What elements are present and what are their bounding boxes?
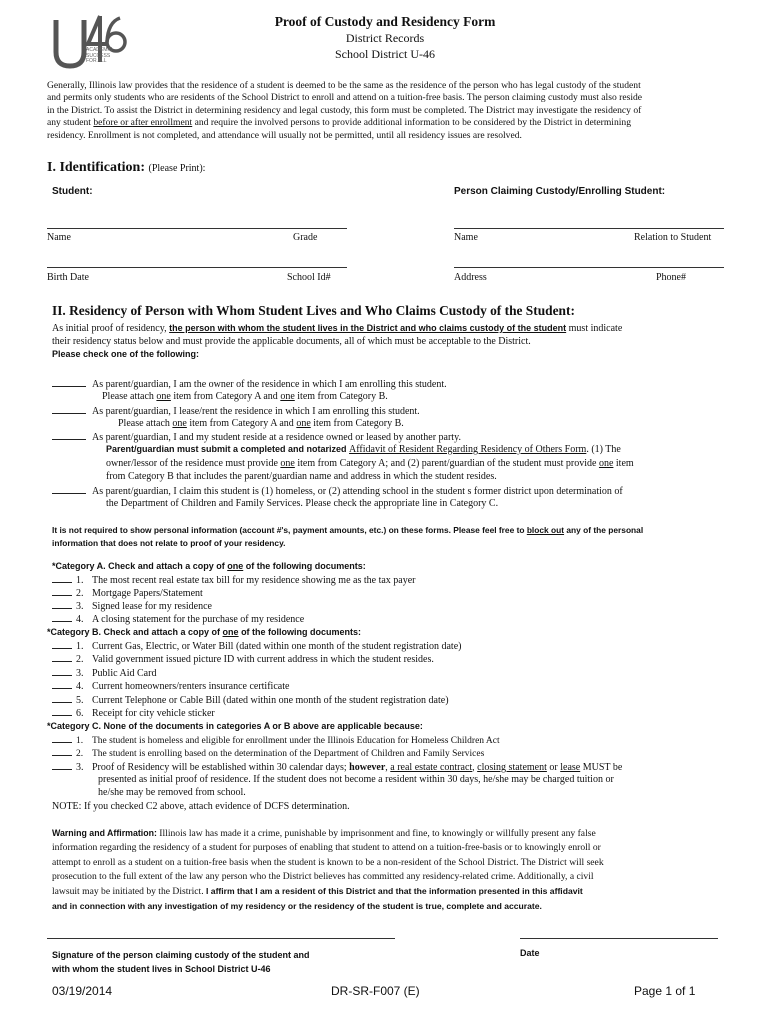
student-label: Student: bbox=[52, 186, 93, 197]
category-a-checkbox[interactable] bbox=[52, 599, 72, 609]
option-other-party-note3: from Category B that includes the parent/guardian name and address in which the student resides. bbox=[106, 471, 497, 482]
category-b-item: 1. Current Gas, Electric, or Water Bill (dated within one month of the student registration date) bbox=[52, 639, 461, 653]
form-header bbox=[200, 14, 570, 62]
category-b-checkbox[interactable] bbox=[52, 679, 72, 689]
category-a-checkbox[interactable] bbox=[52, 612, 72, 622]
section-residency-heading: II. Residency of Person with Whom Student Lives and Who Claims Custody of the Student: bbox=[52, 303, 575, 318]
date-field[interactable] bbox=[520, 938, 718, 939]
custodian-name-label: Name bbox=[454, 232, 478, 243]
category-c-checkbox[interactable] bbox=[52, 746, 72, 756]
category-a-item: 4. A closing statement for the purchase of my residence bbox=[52, 612, 304, 626]
category-c-item: 3. Proof of Residency will be established within 30 calendar days; however, a real estate contract, closing statement or lease MUST be bbox=[52, 760, 622, 774]
privacy-note: It is not required to show personal information (account #'s, payment amounts, etc.) on these forms. Please feel free to block out any of the personal information that does not relate to proof of your residency. bbox=[52, 525, 644, 548]
option-other-party-note1: Parent/guardian must submit a completed and notarized Affidavit of Resident Regarding Residency of Others Form. (1) The bbox=[106, 444, 621, 455]
grade-label: Grade bbox=[293, 232, 318, 243]
signature-field[interactable] bbox=[47, 938, 395, 939]
category-b-checkbox[interactable] bbox=[52, 652, 72, 662]
option-lease-checkbox[interactable] bbox=[52, 404, 86, 414]
intro-paragraph: Generally, Illinois law provides that the residence of a student is deemed to be the same as the residence of the person who has legal custody of the student and permits only students who are residents of the School District to enroll and attend on a tuition-free basis. The person claiming custody must also reside in the District. To assist the District in determining residency and legal custody, this form must be completed. The District may investigate the residency of any student before or after enrollment and require the involved persons to provide additional information to be considered by the District in determining residency. Enrollment is not completed, and attendance will usually not be permitted, until all residency issues are resolved. bbox=[47, 80, 643, 141]
option-owner: As parent/guardian, I am the owner of the residence in which I am enrolling this student. bbox=[52, 377, 447, 391]
residency-instructions: As initial proof of residency, the person with whom the student lives in the District and who claims custody of the student must indicate their residency status below and must provide the applicable documents, all of which must be acceptable to the District. Please check one of the following: bbox=[52, 323, 623, 360]
category-b-checkbox[interactable] bbox=[52, 693, 72, 703]
category-c-checkbox[interactable] bbox=[52, 760, 72, 770]
category-c-item: 2. The student is enrolling based on the determination of the Department of Children and Family Services bbox=[52, 746, 484, 761]
footer-form-code: DR-SR-F007 (E) bbox=[331, 984, 420, 998]
logo-tagline: ACADEMIC SUCCESS FOR ALL bbox=[86, 47, 113, 64]
custody-label: Person Claiming Custody/Enrolling Student: bbox=[454, 186, 666, 197]
warning-affirmation: Warning and Affirmation: Illinois law has made it a crime, punishable by imprisonment and fine, to knowingly or willfully present any false information regarding the residency of a student for purposes of enabling that student to attend on a tuition-free-basis or to knowingly enroll or attempt to enroll as a student on a tuition-free basis when the student is known to be a non-resident of the School District. The District will seek prosecution to the full extent of the law any person who the District believes has committed any residency-related crime. Additionally, a civil lawsuit may be initiated by the District. I affirm that I am a resident of this District and that the information presented in this affidavit and in connection with any investigation of my residency or the residency of the student is true, complete and accurate. bbox=[52, 828, 604, 912]
custodian-name-relation-field[interactable] bbox=[454, 228, 724, 229]
option-homeless-note: the Department of Children and Family Services. Please check the appropriate line in Category C. bbox=[106, 498, 499, 509]
district-logo bbox=[50, 12, 130, 72]
category-b-item: 4. Current homeowners/renters insurance certificate bbox=[52, 679, 289, 693]
relation-label: Relation to Student bbox=[634, 232, 712, 243]
section-identification-heading: I. Identification: (Please Print): bbox=[47, 160, 206, 175]
category-c-heading: *Category C. None of the documents in categories A or B above are applicable because: bbox=[47, 721, 423, 731]
address-label: Address bbox=[454, 272, 487, 283]
option-other-party-checkbox[interactable] bbox=[52, 430, 86, 440]
category-c-item-3-cont2: he/she may be removed from school. bbox=[98, 787, 246, 798]
category-c-item: 1. The student is homeless and eligible for enrollment under the Illinois Education for Homeless Children Act bbox=[52, 733, 500, 748]
option-owner-checkbox[interactable] bbox=[52, 377, 86, 387]
birth-date-school-id-field[interactable] bbox=[47, 267, 347, 268]
category-a-item: 3. Signed lease for my residence bbox=[52, 599, 212, 613]
option-owner-note: Please attach one item from Category A and one item from Category B. bbox=[102, 391, 388, 402]
option-homeless-checkbox[interactable] bbox=[52, 484, 86, 494]
birth-date-label: Birth Date bbox=[47, 272, 89, 283]
category-b-item: 6. Receipt for city vehicle sticker bbox=[52, 706, 215, 720]
student-name-grade-field[interactable] bbox=[47, 228, 347, 229]
category-a-item: 2. Mortgage Papers/Statement bbox=[52, 586, 203, 600]
category-b-item: 5. Current Telephone or Cable Bill (dated within one month of the student registration date) bbox=[52, 693, 449, 707]
dcfs-note: NOTE: If you checked C2 above, attach evidence of DCFS determination. bbox=[52, 801, 350, 812]
category-a-heading: *Category A. Check and attach a copy of one of the following documents: bbox=[52, 561, 366, 571]
category-b-checkbox[interactable] bbox=[52, 666, 72, 676]
category-b-item: 3. Public Aid Card bbox=[52, 666, 156, 680]
category-a-checkbox[interactable] bbox=[52, 573, 72, 583]
category-a-checkbox[interactable] bbox=[52, 586, 72, 596]
signature-label: Signature of the person claiming custody of the student and with whom the student lives in School District U-46 bbox=[52, 950, 310, 974]
phone-label: Phone# bbox=[656, 272, 686, 283]
form-subtitle-district: School District U-46 bbox=[335, 47, 435, 61]
option-homeless: As parent/guardian, I claim this student is (1) homeless, or (2) attending school in the student s former district upon determination of bbox=[52, 484, 623, 498]
option-other-party-note2: owner/lessor of the residence must provide one item from Category A; and (2) parent/guardian of the student must provide one item bbox=[106, 458, 634, 469]
name-label: Name bbox=[47, 232, 71, 243]
category-b-heading: *Category B. Check and attach a copy of one of the following documents: bbox=[47, 627, 362, 637]
category-c-item-3-cont1: presented as initial proof of residence. If the student does not become a resident within 30 days, he/she may be charged tuition or bbox=[98, 774, 614, 785]
form-subtitle-records: District Records bbox=[345, 31, 425, 45]
date-label: Date bbox=[520, 948, 540, 958]
option-lease: As parent/guardian, I lease/rent the residence in which I am enrolling this student. bbox=[52, 404, 420, 418]
category-a-item: 1. The most recent real estate tax bill for my residence showing me as the tax payer bbox=[52, 573, 416, 587]
footer-page-number: Page 1 of 1 bbox=[634, 984, 696, 998]
footer-date: 03/19/2014 bbox=[52, 984, 113, 998]
option-other-party: As parent/guardian, I and my student reside at a residence owned or leased by another party. bbox=[52, 430, 461, 444]
category-b-checkbox[interactable] bbox=[52, 706, 72, 716]
category-c-checkbox[interactable] bbox=[52, 733, 72, 743]
address-phone-field[interactable] bbox=[454, 267, 724, 268]
option-lease-note: Please attach one item from Category A and one item from Category B. bbox=[118, 418, 404, 429]
school-id-label: School Id# bbox=[287, 272, 331, 283]
category-b-item: 2. Valid government issued picture ID with current address in which the student resides. bbox=[52, 652, 434, 666]
form-title: Proof of Custody and Residency Form bbox=[274, 14, 496, 29]
category-b-checkbox[interactable] bbox=[52, 639, 72, 649]
